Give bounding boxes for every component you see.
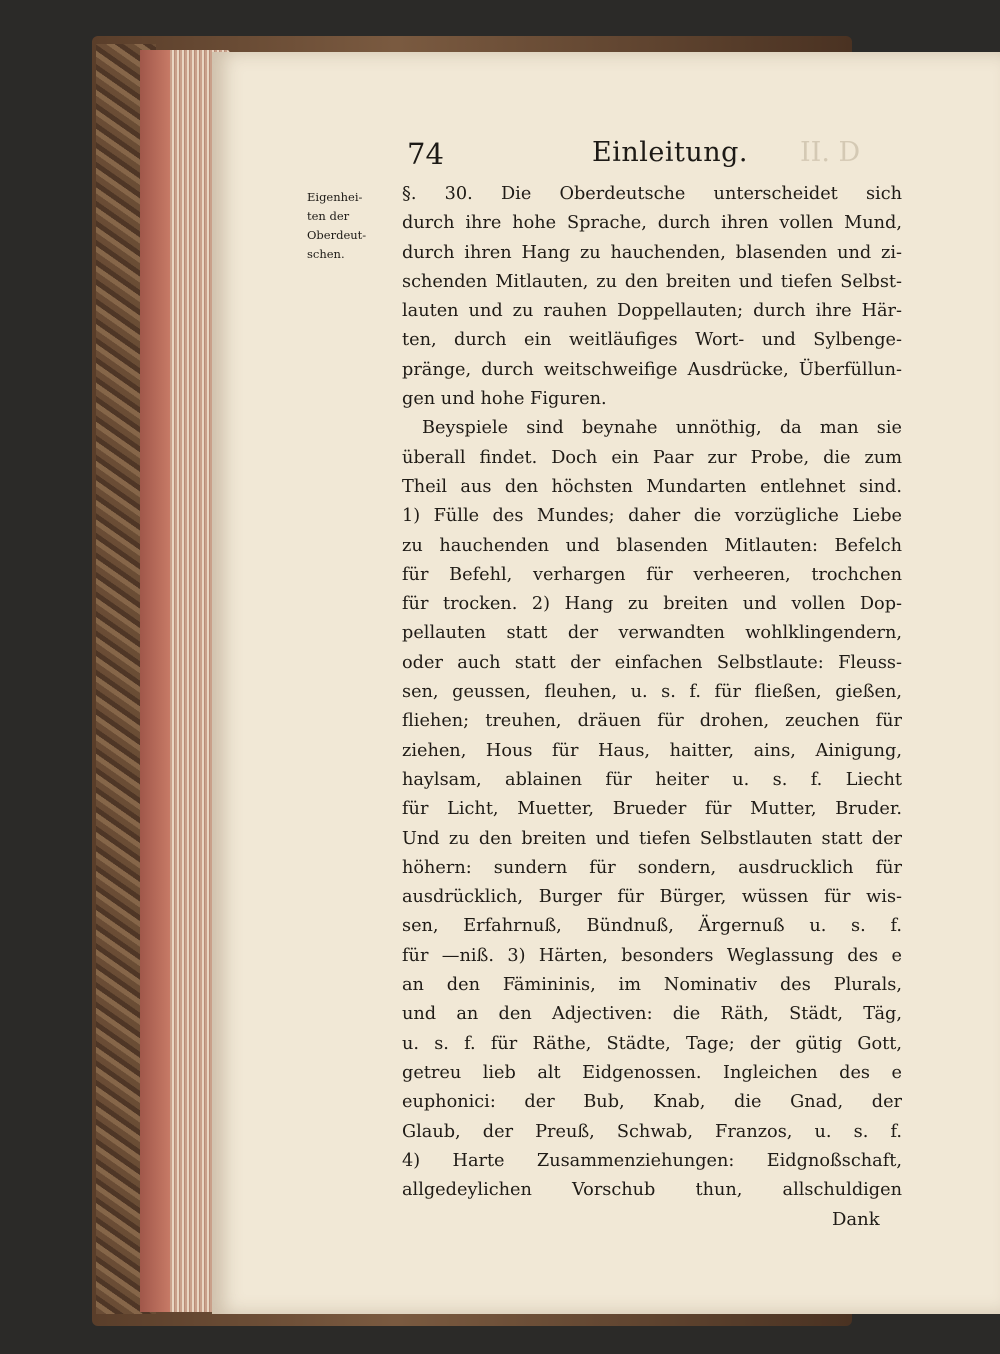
text-line: gen und hohe Figuren.: [402, 389, 607, 410]
facing-page-bleedthrough: II. D: [800, 137, 861, 168]
margin-note: [307, 188, 385, 264]
text-line: allgedeylichen Vorschub thun, allschuldigen: [402, 1180, 902, 1201]
paragraph-2: [402, 414, 902, 1205]
text-line: zu hauchenden und blasenden Mitlauten: Befelch: [402, 535, 902, 556]
text-line: für —niß. 3) Härten, besonders Weglassung des e: [402, 945, 902, 966]
text-line: an den Fämininis, im Nominativ des Plurals,: [402, 975, 902, 996]
text-line: oder auch statt der einfachen Selbstlaute: Fleuss-: [402, 652, 902, 673]
text-line: für Licht, Muetter, Brueder für Mutter, Bruder.: [402, 799, 902, 820]
margin-note-line: Eigenhei-: [307, 190, 363, 204]
text-line: durch ihren Hang zu hauchenden, blasenden und zi-: [402, 242, 902, 263]
text-line: Beyspiele sind beynahe unnöthig, da man sie: [422, 418, 902, 439]
text-line: pellauten statt der verwandten wohlklingendern,: [402, 623, 902, 644]
text-line: §. 30. Die Oberdeutsche unterscheidet sich: [402, 184, 902, 204]
text-line: sen, Erfahrnuß, Bündnuß, Ärgernuß u. s. f.: [402, 916, 902, 937]
catchword: Dank: [832, 1209, 880, 1230]
text-line: haylsam, ablainen für heiter u. s. f. Liecht: [402, 769, 902, 790]
text-line: sen, geussen, fleuhen, u. s. f. für fließen, gießen,: [402, 682, 902, 703]
text-line: euphonici: der Bub, Knab, die Gnad, der: [402, 1092, 902, 1113]
text-line: Glaub, der Preuß, Schwab, Franzos, u. s. f.: [402, 1121, 902, 1142]
margin-note-line: ten der: [307, 209, 350, 223]
text-line: 1) Fülle des Mundes; daher die vorzügliche Liebe: [402, 506, 902, 527]
text-line: fliehen; treuhen, dräuen für drohen, zeuchen für: [402, 711, 902, 732]
body-text: [402, 180, 902, 1205]
text-line: Und zu den breiten und tiefen Selbstlauten statt der: [402, 828, 902, 849]
text-line: ten, durch ein weitläufiges Wort- und Sylbenge-: [402, 330, 902, 351]
text-line: für Befehl, verhargen für verheeren, trochchen: [402, 564, 902, 585]
text-line: schenden Mitlauten, zu den breiten und tiefen Selbst-: [402, 271, 902, 292]
text-line: ziehen, Hous für Haus, haitter, ains, Ainigung,: [402, 740, 902, 761]
text-line: Theil aus den höchsten Mundarten entlehnet sind.: [402, 476, 902, 497]
text-line: pränge, durch weitschweifige Ausdrücke, Überfüllun-: [402, 359, 902, 380]
text-line: u. s. f. für Räthe, Städte, Tage; der gütig Gott,: [402, 1033, 902, 1054]
book-page: [212, 52, 1000, 1314]
text-line: ausdrücklich, Burger für Bürger, wüssen für wis-: [402, 887, 902, 908]
margin-note-line: schen.: [307, 247, 345, 261]
page-number: 74: [407, 137, 444, 171]
text-line: für trocken. 2) Hang zu breiten und vollen Dop-: [402, 594, 902, 615]
paragraph-1: [402, 180, 902, 414]
text-line: überall findet. Doch ein Paar zur Probe, die zum: [402, 447, 902, 468]
text-line: und an den Adjectiven: die Räth, Städt, Täg,: [402, 1004, 902, 1025]
margin-note-line: Oberdeut-: [307, 228, 367, 242]
text-line: höhern: sundern für sondern, ausdrucklich für: [402, 857, 902, 878]
page-header: [212, 137, 1000, 177]
text-line: lauten und zu rauhen Doppellauten; durch ihre Här-: [402, 301, 902, 322]
text-line: 4) Harte Zusammenziehungen: Eidgnoßschaft,: [402, 1150, 902, 1171]
text-line: getreu lieb alt Eidgenossen. Ingleichen des e: [402, 1062, 902, 1083]
text-line: durch ihre hohe Sprache, durch ihren vollen Mund,: [402, 213, 902, 234]
running-head: Einleitung.: [592, 137, 748, 168]
